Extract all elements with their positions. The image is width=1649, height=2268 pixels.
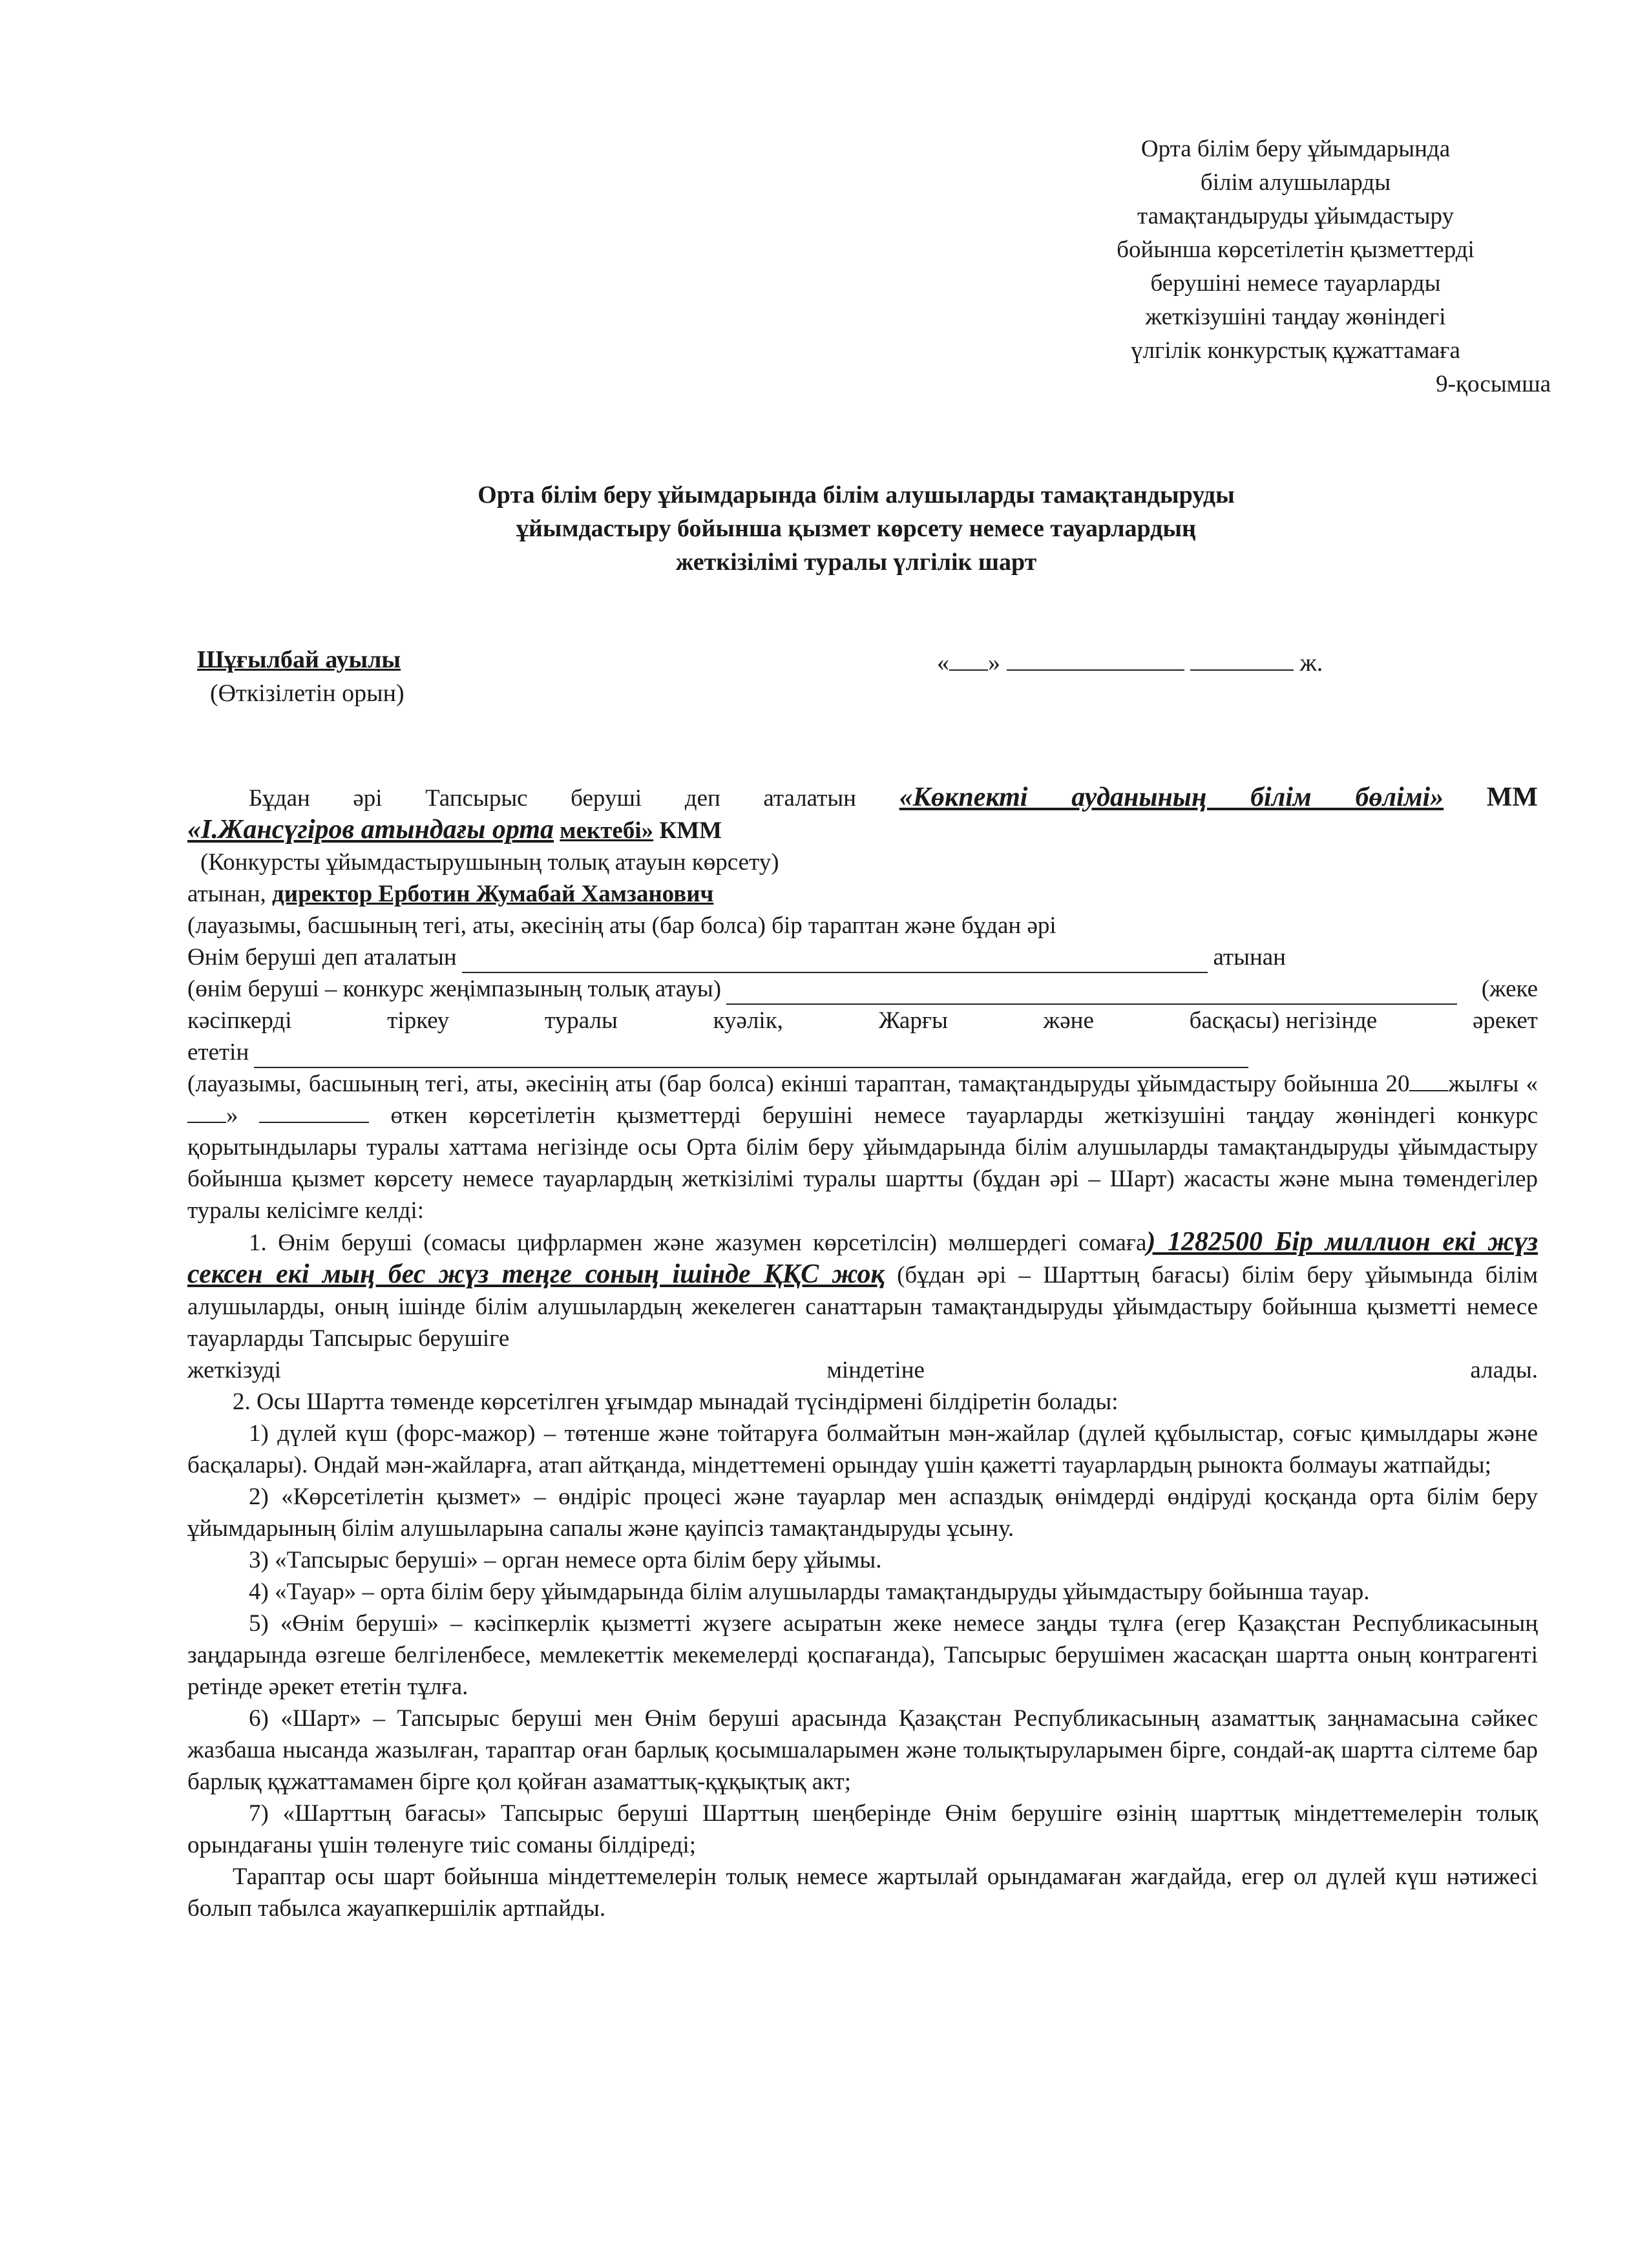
definition-1: 1) дүлей күш (форс-мажор) – төтенше және тойтаруға болмайтын мән-жайлар (дүлей құбылыстар, соғыс қимылдары және басқалары). Ондай мән-жайларға, атап айтқанда, міндеттемені орындау үшін қажетті тауарлардың рынокта болмауы жатпайды; [187,1420,1538,1478]
title-line: жеткізілімі туралы үлгілік шарт [675,549,1037,576]
text-span: өткен көрсетілетін қызметтерді берушіні немесе тауарларды жеткізушіні таңдау жөніндегі конкурс қорытындылары туралы хаттама негізінде осы Орта білім беру ұйымдарында білім алушыларды тамақтандыруды ұйымдастыру бойынша қызмет көрсету немесе тауарлардың жеткізілімі туралы шартты (бұдан әрі – Шарт) жасасты және мына төмендегілер туралы келісімге келді: [187,1102,1539,1224]
text-span: жылғы « [1448,1071,1538,1097]
director-name: директор Ерботин Жумабай Хамзанович [272,881,714,907]
text-span: атынан [1213,944,1286,971]
text-span: және [1043,1007,1094,1034]
text-span: (лауазымы, басшының тегі, аты, әкесінің аты (бар болса) екінші тараптан, тамақтандыруды ұйымдастыру бойынша 20 [187,1071,1410,1097]
acting-line [187,1036,1254,1068]
caption-organizer: (Конкурсты ұйымдастырушының толық атауын көрсету) [200,849,779,876]
definition-4: 4) «Тауар» – орта білім беру ұйымдарында білім алушыларды тамақтандыруды ұйымдастыру бойынша тауар. [249,1579,1370,1605]
appendix-line: үлгілік конкурстық құжаттамаға [1131,337,1460,364]
text-span: 1. Өнім беруші (сомасы цифрлармен және жазумен көрсетілсін) мөлшердегі сомаға [249,1230,1147,1256]
appendix-line: білім алушыларды [1200,169,1391,196]
basis-line [187,1005,1538,1036]
document-title [258,478,1454,579]
appendix-line: Орта білім беру ұйымдарында [1140,136,1451,162]
text-span: ететін [187,1039,249,1066]
paragraph-force-majeure: Тараптар осы шарт бойынша міндеттемелерін толық немесе жартылай орындамаған жағдайда, егер ол дүлей күш нәтижесі болып табылса жауапкершілік артпайды. [187,1864,1538,1922]
text-span: кәсіпкерді [187,1007,292,1034]
school-suffix: КММ [659,817,722,844]
supplier-blank [462,950,1208,973]
text-span: жеткізуді [187,1357,282,1383]
text-span: атынан, [187,881,266,907]
date-quote-open: « [937,649,949,677]
item-1 [187,1226,1538,1354]
supplier-line [187,941,1286,973]
title-line: Орта білім беру ұйымдарында білім алушыларды тамақтандыруды [478,481,1235,509]
text-span: (бұдан әрі – Шарттың бағасы) білім беру ұйымында білім алушыларды, оның ішінде білім алушылардың жекелеген санаттарын тамақтандыруды ұйымдастыру бойынша қызметті немесе тауарларды Тапсырыс берушіге [187,1262,1539,1352]
appendix-line: жеткізушіні таңдау жөніндегі [1145,304,1446,330]
day-blank [187,1102,226,1123]
date-month-blank [1007,647,1184,671]
place-block [197,643,404,710]
definition-7: 7) «Шарттың бағасы» Тапсырыс беруші Шарттың шеңберінде Өнім берушіге өзінің шарттық міндеттемелерін толық орындағаны үшін төленуге тиіс соманы білдіреді; [187,1800,1538,1858]
definition-3: 3) «Тапсырыс беруші» – орган немесе орта білім беру ұйымы. [249,1547,882,1573]
text-span: әрекет [1472,1007,1538,1034]
contract-amount: ) 1282500 Бір миллион екі жүз сексен екі мың бес жүз теңге соның ішінде ҚҚС жоқ [187,1227,1538,1289]
text-span: басқасы) негізінде [1189,1007,1378,1034]
text-span: алады. [1470,1357,1538,1383]
definition-2: 2) «Көрсетілетін қызмет» – өндіріс процесі және тауарлар мен аспаздық өнімдерді өндіруді қосқанда орта білім беру ұйымдарының білім алушыларына сапалы және қауіпсіз тамақтандыруды ұсыну. [187,1484,1538,1542]
definition-6: 6) «Шарт» – Тапсырыс беруші мен Өнім беруші арасында Қазақстан Республикасының азаматтық заңнамасына сәйкес жазбаша нысанда жазылған, тараптар оған барлық қосымшаларымен және толықтыруларымен бірге, сондай-ақ шартта сілтеме бар барлық құжаттамамен бірге қол қойған азаматтық-құқықтық акт; [187,1705,1538,1795]
paragraph-director [187,878,1538,910]
customer-org: «Көкпекті ауданының білім бөлімі» [899,782,1444,812]
item-1-end [187,1354,1538,1386]
text-span: міндетіне [826,1357,925,1383]
text-span: » [226,1102,238,1129]
title-line: ұйымдастыру бойынша қызмет көрсету немесе тауарлардың [516,515,1196,542]
text-span: туралы [545,1007,618,1034]
school-name-b: мектебі» [560,817,654,844]
supplier-name-line [187,973,1538,1005]
appendix-line: тамақтандыруды ұйымдастыру [1137,203,1455,229]
appendix-number: 9-қосымша [1436,371,1551,397]
text-span: Жарғы [878,1007,948,1034]
paragraph-parties [187,782,1538,814]
definition-5: 5) «Өнім беруші» – кәсіпкерлік қызметті жүзеге асыратын жеке немесе заңды тұлға (егер Қазақстан Республикасының заңдарында өзгеше белгіленбесе, мемлекеттік мекемелерді қоспағанда), Тапсырыс берушімен жасасқан шартта оның контрагенті ретінде әрекет ететін тұлға. [187,1610,1538,1700]
date-line [937,646,1323,680]
supplier-name-blank [726,982,1457,1005]
school-name: «І.Жансүгіров атындағы орта [187,815,554,845]
paragraph-school [187,814,1538,846]
caption-position: (лауазымы, басшының тегі, аты, әкесінің аты (бар болса) бір тараптан және бұдан әрі [187,912,1056,939]
appendix-line: берушіні немесе тауарларды [1150,270,1441,297]
text-span: куәлік, [713,1007,783,1034]
date-suffix: ж. [1299,649,1323,677]
date-year-blank [1190,647,1294,671]
text-span: (жеке [1481,976,1538,1002]
text-span: (өнім беруші – конкурс жеңімпазының толық атауы) [187,976,722,1002]
paragraph-agreement [187,1068,1538,1226]
month-blank [259,1102,369,1123]
document-body [187,782,1538,1924]
customer-org-suffix: ММ [1486,782,1539,812]
place-name: Шұғылбай ауылы [197,646,401,673]
appendix-note [1021,132,1570,401]
text-span: тіркеу [387,1007,450,1034]
item-2: 2. Осы Шартта төменде көрсетілген ұғымдар мынадай түсіндірмені білдіретін болады: [233,1389,1119,1415]
text-span: Бұдан әрі Тапсырыс беруші деп аталатын [249,785,856,812]
date-quote-close: » [988,649,1000,677]
date-day-blank [949,647,988,671]
place-caption: (Өткізілетін орын) [210,680,404,707]
year-blank [1409,1071,1448,1091]
acting-blank [254,1045,1248,1068]
appendix-line: бойынша көрсетілетін қызметтерді [1117,236,1475,263]
text-span: Өнім беруші деп аталатын [187,944,457,971]
